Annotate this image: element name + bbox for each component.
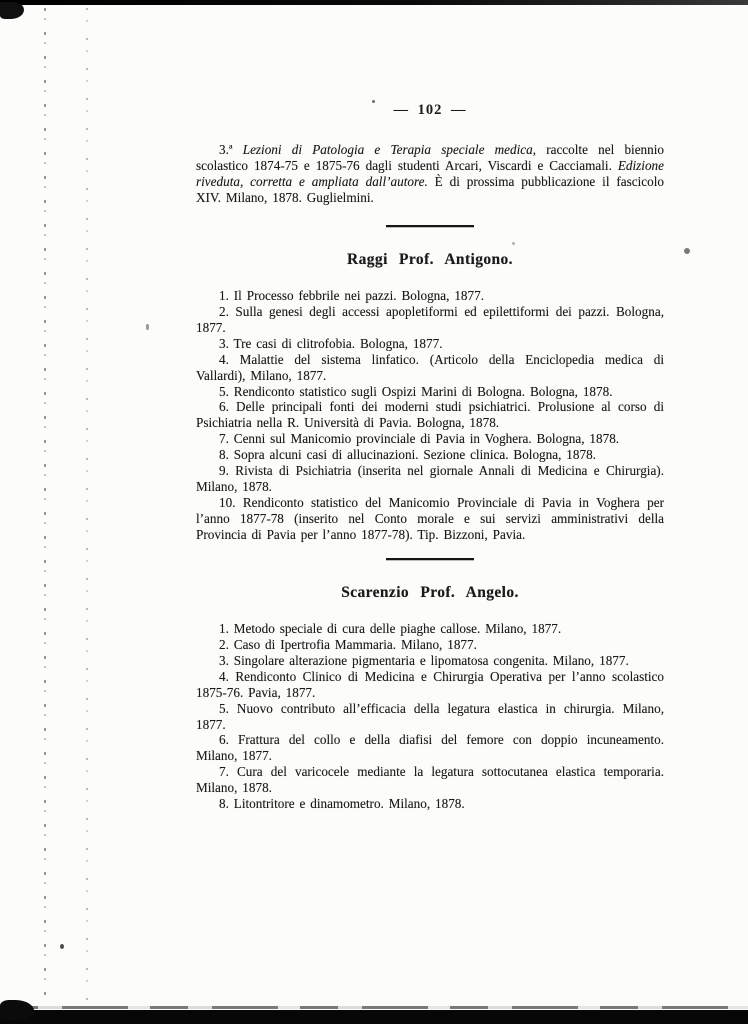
page-number: — 102 —: [393, 102, 467, 118]
list-item: 7. Cura del varicocele mediante la legatura sottocutanea elastica temporaria. Milano, 1878.: [196, 764, 664, 796]
scan-speck: [60, 944, 64, 949]
scan-binding-line: [44, 8, 46, 1002]
list-item: 8. Litontritore e dinamometro. Milano, 1878.: [219, 796, 465, 812]
list-item: 1. Il Processo febbrile nei pazzi. Bologna, 1877.: [219, 288, 484, 304]
list-item: 4. Malattie del sistema linfatico. (Articolo della Enciclopedia medica di Vallardi), Milano, 1877.: [196, 351, 664, 383]
intro-segment-title-italic: Lezioni di Patologia e Terapia speciale medica: [242, 142, 533, 157]
list-item: 2. Caso di Ipertrofia Mammaria. Milano, 1877.: [219, 637, 477, 653]
list-item: 5. Rendiconto statistico sugli Ospizi Marini di Bologna. Bologna, 1878.: [219, 383, 613, 399]
bibliography-list-raggi: [196, 288, 664, 543]
section-heading-raggi: Raggi Prof. Antigono.: [347, 251, 513, 269]
scan-binding-line: [86, 8, 88, 1002]
list-item: 8. Sopra alcuni casi di allucinazioni. Sezione clinica. Bologna, 1878.: [219, 447, 596, 463]
list-item: 3. Tre casi di clitrofobia. Bologna, 1877.: [219, 335, 443, 351]
section-heading-scarenzio: Scarenzio Prof. Angelo.: [341, 584, 519, 602]
list-item: 6. Delle principali fonti dei moderni studi psichiatrici. Prolusione al corso di Psichiatria nella R. Università di Pavia. Bologna, 1878.: [196, 399, 664, 431]
scan-speck: [684, 248, 690, 254]
scan-edge-bottom: [0, 1010, 748, 1024]
section-divider: [386, 558, 474, 561]
list-item: 4. Rendiconto Clinico di Medicina e Chirurgia Operativa per l’anno scolastico 1875-76. Pavia, 1877.: [196, 668, 664, 700]
intro-paragraph: [196, 142, 664, 206]
list-item: 3. Singolare alterazione pigmentaria e lipomatosa congenita. Milano, 1877.: [219, 652, 629, 668]
list-item: 10. Rendiconto statistico del Manicomio Provinciale di Pavia in Voghera per l’anno 1877-78 (inserito nel Conto morale e sui servizi amministrativi della Provincia di Pavia per l’anno 1877-78). Tip. Bizzoni, Pavia.: [196, 494, 664, 542]
list-item: 6. Frattura del collo e della diafisi del femore con doppio incuneamento. Milano, 1877.: [196, 732, 664, 764]
scan-blob-bottom-left: [0, 1000, 34, 1020]
intro-segment-edition-italic: Edizione riveduta, corretta e ampliata dall’autore.: [196, 157, 664, 189]
scan-speck: [146, 324, 149, 330]
text-column: [196, 0, 664, 812]
list-item: 5. Nuovo contributo all’efficacia della legatura elastica in chirurgia. Milano, 1877.: [196, 700, 664, 732]
scan-edge-bottom-shadow: [0, 1006, 748, 1009]
list-item: 1. Metodo speciale di cura delle piaghe callose. Milano, 1877.: [219, 621, 562, 637]
intro-segment: 3.ª: [219, 142, 243, 157]
list-item: 7. Cenni sul Manicomio provinciale di Pavia in Voghera. Bologna, 1878.: [219, 431, 620, 447]
scan-blob-top-left: [0, 2, 24, 19]
list-item: 9. Rivista di Psichiatria (inserita nel giornale Annali di Medicina e Chirurgia). Milano, 1878.: [196, 463, 664, 494]
list-item: 2. Sulla genesi degli accessi apopletiformi ed epilettiformi dei pazzi. Bologna, 1877.: [196, 304, 664, 335]
intro-segment: È di prossima pubblicazione il fascicolo XIV. Milano, 1878. Guglielmini.: [196, 173, 664, 205]
intro-segment: , raccolte nel biennio scolastico 1874-75 e 1875-76 dagli studenti Arcari, Viscardi e Cacciamali.: [196, 142, 664, 173]
bibliography-list-scarenzio: [196, 621, 664, 812]
section-divider: [386, 225, 474, 228]
